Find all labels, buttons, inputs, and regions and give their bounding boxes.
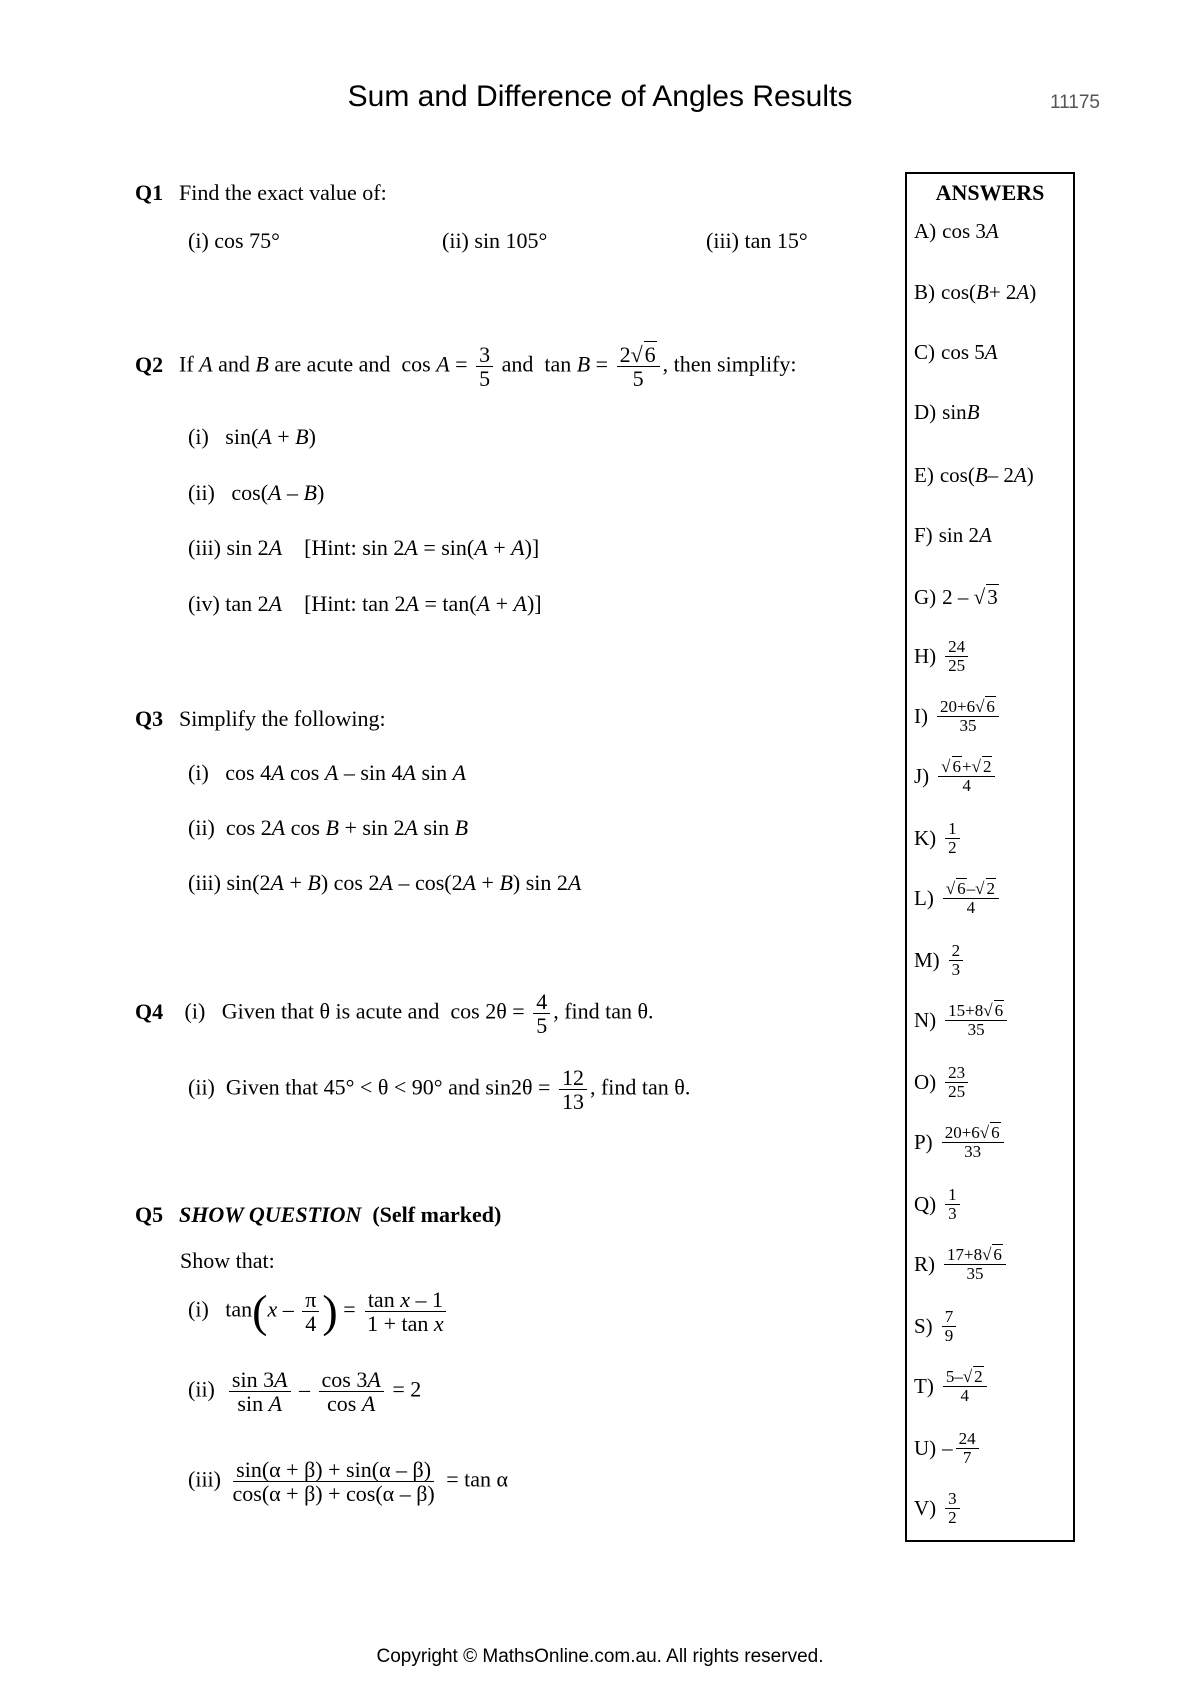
answer-n: N) $\frac{15+8√ 6}{35}$ xyxy=(914,1002,1010,1039)
q3-part-iii: (iii) sin(2A + B) cos 2A – cos(2A + B) sin 2A xyxy=(188,870,582,895)
answer-a: A) cos 3 A xyxy=(914,219,999,243)
answer-k: K) $\frac{1}{2}$ xyxy=(914,820,963,857)
question-4: Q4 (i) Given that θ is acute and cos 2θ = $\frac{4}{5}$ , find tan θ. xyxy=(135,989,654,1039)
question-number: Q2 xyxy=(135,351,164,377)
answer-h: H) $\frac{24}{25}$ xyxy=(914,638,971,675)
question-text: Find the exact value of: xyxy=(179,180,387,205)
answer-v: V) $\frac{3}{2}$ xyxy=(914,1490,963,1527)
answer-d: D) sin B xyxy=(914,400,980,424)
answer-r: R) $\frac{17+8√ 6}{35}$ xyxy=(914,1246,1009,1283)
answers-heading: ANSWERS xyxy=(935,180,1045,205)
fraction: $\frac{3}{5}$ xyxy=(476,343,493,390)
page-id: 11175 xyxy=(1049,92,1100,113)
q5-part-ii: (ii) $\frac{\sin 3A}{\text{sin A}}$ – $\frac{\cos 3A}{\text{cos A}}$ = 2 xyxy=(188,1367,422,1417)
q5-part-i: (i) tan(x – $\frac{\pi}{4}$ ) = $\frac{\text{tan x – 1}}{\text{1 + tan x}}$ xyxy=(188,1288,450,1335)
question-5: Q5 SHOW QUESTION (Self marked) xyxy=(135,1200,501,1230)
fraction: $\frac{\sin(\alpha + \beta) + \sin(\alpha - \beta)}{\cos(\alpha + \beta) + \cos(\alpha - \beta)}$ xyxy=(232,1457,435,1507)
answer-s: S) $\frac{7}{9}$ xyxy=(914,1308,959,1345)
q1-part-ii: (ii) sin 105° xyxy=(442,228,548,253)
q2-part-iv: (iv) tan 2A [Hint: tan 2A = tan(A + A)] xyxy=(188,591,542,616)
answer-i: I) $\frac{20+6√ 6}{35}$ xyxy=(914,698,1002,735)
fraction: $\frac{\pi}{4}$ xyxy=(302,1288,319,1335)
copyright-footer: Copyright © MathsOnline.com.au. All rights reserved. xyxy=(376,1646,824,1667)
page-title: Sum and Difference of Angles Results xyxy=(347,80,853,113)
answer-j: J) $\frac{√ 6+√ 2}{4}$ xyxy=(914,758,998,795)
q1-part-iii: (iii) tan 15° xyxy=(706,228,808,253)
answer-t: T) $\frac{5-√ 2}{4}$ xyxy=(914,1368,990,1405)
question-text: Simplify the following: xyxy=(179,706,386,731)
q3-part-i: (i) cos 4A cos A – sin 4A sin A xyxy=(188,760,467,785)
question-2: Q2 If A and B are acute and cos A = $\frac{3}{5}$ and tan B = $\frac{2√6}{5}$ , then simplify: xyxy=(135,342,797,392)
question-1 xyxy=(135,178,387,208)
q4-part-ii: (ii) Given that 45° < θ < 90° and sin2θ = $\frac{12}{13}$ , find tan θ. xyxy=(188,1065,691,1115)
answer-c: C) cos 5 A xyxy=(914,340,998,364)
answer-l: L) $\frac{√ 6-√ 2}{4}$ xyxy=(914,880,1002,917)
answer-o: O) $\frac{23}{25}$ xyxy=(914,1064,971,1101)
fraction: $\frac{\sin 3A}{\text{sin A}}$ xyxy=(229,1368,291,1415)
question-number: Q4 xyxy=(135,998,164,1024)
q5-part-iii: (iii) $\frac{\sin(\alpha + \beta) + \sin(\alpha - \beta)}{\cos(\alpha + \beta) + \cos(\alpha - \beta)}$ = tan α xyxy=(188,1457,509,1507)
answer-e: E) cos( B – 2 A ) xyxy=(914,463,1034,487)
q2-part-iii: (iii) sin 2A [Hint: sin 2A = sin(A + A)] xyxy=(188,535,540,560)
answer-p: P) $\frac{20+6√ 6}{33}$ xyxy=(914,1124,1007,1161)
q2-part-i: (i) sin(A + B) xyxy=(188,424,316,449)
fraction: $\frac{2√6}{5}$ xyxy=(617,343,660,390)
fraction: $\frac{4}{5}$ xyxy=(533,990,550,1037)
answer-u: U) – $\frac{24}{7}$ xyxy=(914,1430,982,1467)
q3-part-ii: (ii) cos 2A cos B + sin 2A sin B xyxy=(188,815,469,840)
q2-part-ii: (ii) cos(A – B) xyxy=(188,480,325,505)
q5-instruction: Show that: xyxy=(180,1248,275,1273)
answer-f: F) sin 2 A xyxy=(914,523,992,547)
answer-g: G) 2 – √ 3 xyxy=(914,584,998,609)
question-3 xyxy=(135,704,386,734)
fraction: $\frac{12}{13}$ xyxy=(559,1066,587,1113)
answer-m: M) $\frac{2}{3}$ xyxy=(914,942,966,979)
question-number: Q1 xyxy=(135,180,164,205)
q1-part-i: (i) cos 75° xyxy=(188,228,280,253)
fraction: $\frac{\cos 3A}{\text{cos A}}$ xyxy=(319,1368,384,1415)
answer-q: Q) $\frac{1}{3}$ xyxy=(914,1186,963,1223)
fraction: $\frac{\text{tan x – 1}}{\text{1 + tan x}}$ xyxy=(364,1288,447,1335)
answer-b: B) cos( B + 2 A ) xyxy=(914,280,1037,304)
question-number: Q5 xyxy=(135,1202,164,1227)
question-number: Q3 xyxy=(135,706,164,731)
